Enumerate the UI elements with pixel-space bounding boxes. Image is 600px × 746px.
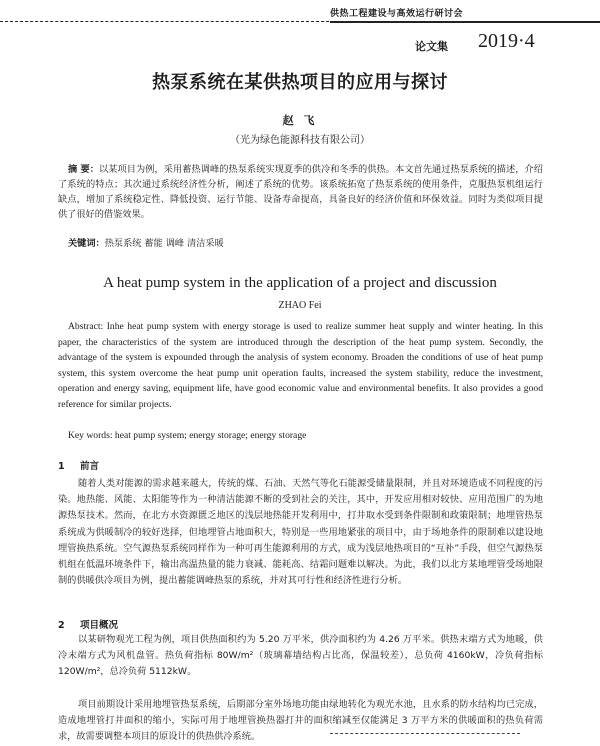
section-2-body-continued: 项目前期设计采用地埋管热泵系统，后期部分室外场地功能由绿地转化为观光水池，且水系的防水结构均已完成，造成地埋管打井面积的缩小，实际可用于地埋管换热器打井的面积缩减至仅能满足 3 万平方米的供暖面积的热负荷需求，故需要调整本项目的原设计的供热供冷系统。 xyxy=(58,699,543,743)
section-2-title: 项目概况 xyxy=(80,620,119,631)
keywords-en xyxy=(58,428,543,444)
keywords-text-cn: 热泵系统 蓄能 调峰 清洁采暖 xyxy=(104,238,224,249)
abstract-label-cn: 摘 要： xyxy=(68,164,100,175)
section-2-heading xyxy=(58,617,118,631)
section-label: 论文集 xyxy=(415,40,448,53)
abstract-text-cn: 以某项目为例，采用蓄热调峰的热泵系统实现夏季的供冷和冬季的供热。本文首先通过热泵系统的描述，介绍了系统的特点；其次通过系统经济性分析，阐述了系统的优势。该系统拓宽了热泵系统的使用条件，克服热泵机组运行缺点，增加了系统稳定性、降低投资、运行节能、设备寿命提高，具备良好的经济价值和环保效益。同时为类似项目提供了很好的借鉴效果。 xyxy=(58,164,543,220)
section-1-body: 随着人类对能源的需求越来越大，传统的煤、石油、天然气等化石能源受储量限制，并且对环境造成不同程度的污染。地热能、风能、太阳能等作为一种清洁能源不断的受到社会的关注，其中，开发应用相对较快、应用范围广的为地源热泵技术。然而，在北方水资源匮乏地区的浅层地热能开发利用中，打井取水受到条件限制和政策限制；地埋管热泵系统成为供暖制冷的较好选择，但地埋管占地面积大，特别是一些用地紧张的项目中，由于场地条件的限制难以建设地埋管换热系统。空气源热泵系统同样作为一种可再生能源利用的方式，成为浅层地热项目的“互补”手段，但空气源热泵机组在低温环境条件下，输出高温热量的能力衰减、能耗高、结霜问题难以解决。为此，我们以北方某地埋管受场地限制的供暖供冷项目为例，提出蓄能调峰热泵的系统，并对其可行性和经济性进行分析。 xyxy=(58,478,543,587)
keywords-label-en: Key words: xyxy=(68,430,113,441)
section-2-number: 2 xyxy=(58,620,65,631)
header-solid-rule xyxy=(330,21,600,23)
paper-title-en: A heat pump system in the application of a project and discussion xyxy=(103,275,497,291)
abstract-label-en: Abstract: xyxy=(68,321,104,332)
author-cn: 赵 飞 xyxy=(282,114,318,127)
author-en: ZHAO Fei xyxy=(278,300,322,311)
issue-year: 2019·4 xyxy=(478,30,535,52)
footer-rule xyxy=(330,733,520,734)
section-1-number: 1 xyxy=(58,461,65,472)
affiliation-cn: （光为绿色能源科技有限公司） xyxy=(230,135,370,146)
abstract-text-en: Inhe heat pump system with energy storage is used to realize summer heat supply and winter heating. In this paper, the characteristics of the system are introduced through the description of the heat pump system. Secondly, the advantage of the system is expounded through the analysis of system economy. Broaden the conditions of use of heat pump system, this system overcome the heat pump unit operation faults, increased the system stability, reduce the investment, operation and energy saving, equipment life, have good economic value and environmental benefits. It also provides a good reference for similar projects. xyxy=(58,321,543,410)
keywords-label-cn: 关键词： xyxy=(68,238,105,249)
section-1-title: 前言 xyxy=(80,461,100,472)
abstract-en xyxy=(58,319,543,413)
paper-title-cn: 热泵系统在某供热项目的应用与探讨 xyxy=(152,72,448,93)
journal-name: 供热工程建设与高效运行研讨会 xyxy=(330,9,464,19)
keywords-cn xyxy=(58,236,543,251)
abstract-cn xyxy=(58,162,543,222)
section-1-heading xyxy=(58,458,99,472)
section-2-body: 以某研物观光工程为例，项目供热面积约为 5.20 万平米，供冷面积约为 4.26 万平米。供热末端方式为地暖，供冷末端方式为风机盘管。热负荷指标 80W/m²（玻璃幕墙结构占比高，保温较差），总负荷 4160kW，冷负荷指标 120W/m²，总冷负荷 5112kW。 xyxy=(58,634,543,678)
keywords-text-en: heat pump system; energy storage; energy storage xyxy=(114,430,307,441)
